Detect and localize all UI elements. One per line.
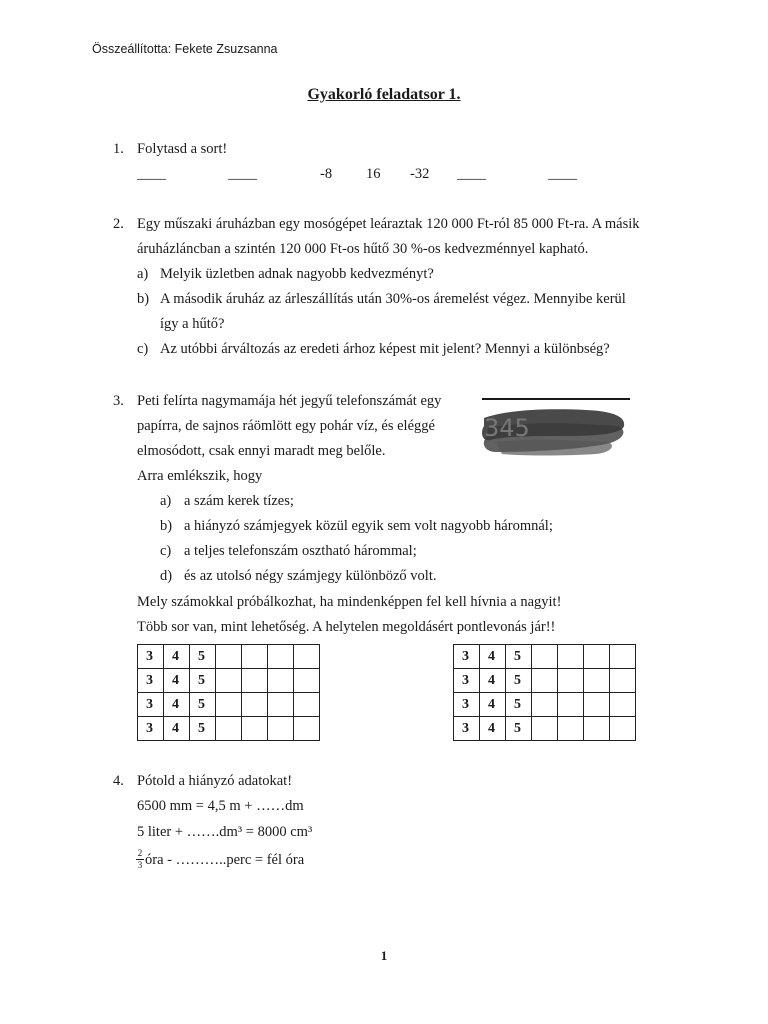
table-row xyxy=(454,717,636,741)
task-3-number: 3. xyxy=(113,393,124,409)
grid-digit: 3 xyxy=(454,669,480,693)
sequence-blank-4: ____ xyxy=(548,166,577,182)
task-4-text: Pótold a hiányzó adatokat! xyxy=(137,773,293,789)
grid-blank-cell[interactable] xyxy=(532,669,558,693)
task-3c-text: a teljes telefonszám osztható hárommal; xyxy=(184,543,417,559)
grid-blank-cell[interactable] xyxy=(216,669,242,693)
grid-blank-cell[interactable] xyxy=(558,645,584,669)
task-4-line-1: 6500 mm = 4,5 m + ……dm xyxy=(137,798,304,814)
task-2a-text: Melyik üzletben adnak nagyobb kedvezményt? xyxy=(160,266,434,282)
grid-blank-cell[interactable] xyxy=(558,717,584,741)
grid-digit: 4 xyxy=(164,669,190,693)
grid-digit: 3 xyxy=(454,645,480,669)
author-header: Összeállította: Fekete Zsuzsanna xyxy=(92,42,278,56)
task-2c-text: Az utóbbi árváltozás az eredeti árhoz képest mit jelent? Mennyi a különbség? xyxy=(160,341,610,357)
fraction-numerator: 2 xyxy=(137,848,143,858)
grid-blank-cell[interactable] xyxy=(268,669,294,693)
answer-grid-right xyxy=(453,644,636,741)
grid-blank-cell[interactable] xyxy=(242,645,268,669)
sequence-value-1: -8 xyxy=(320,166,333,182)
sequence-value-2: 16 xyxy=(366,166,381,182)
grid-digit: 4 xyxy=(164,693,190,717)
task-2-line-1: Egy műszaki áruházban egy mosógépet leáraztak 120 000 Ft-ról 85 000 Ft-ra. A másik xyxy=(137,216,640,232)
grid-blank-cell[interactable] xyxy=(268,645,294,669)
sequence-blank-3: ____ xyxy=(457,166,486,182)
table-row xyxy=(138,693,320,717)
grid-blank-cell[interactable] xyxy=(294,693,320,717)
grid-blank-cell[interactable] xyxy=(294,669,320,693)
sequence-value-3: -32 xyxy=(410,166,430,182)
grid-digit: 4 xyxy=(480,717,506,741)
grid-blank-cell[interactable] xyxy=(216,717,242,741)
table-row xyxy=(138,645,320,669)
task-2-number: 2. xyxy=(113,216,124,232)
table-row xyxy=(138,717,320,741)
table-row xyxy=(138,669,320,693)
task-3a-label: a) xyxy=(160,493,172,509)
grid-digit: 4 xyxy=(480,693,506,717)
grid-digit: 5 xyxy=(506,717,532,741)
task-3-line-4: Arra emlékszik, hogy xyxy=(137,468,263,484)
task-2b-text-1: A második áruház az árleszállítás után 30%-os áremelést végez. Mennyibe kerül xyxy=(160,291,626,307)
grid-blank-cell[interactable] xyxy=(216,693,242,717)
sequence-blank-2: ____ xyxy=(228,166,257,182)
task-3d-text: és az utolsó négy számjegy különböző volt. xyxy=(184,568,437,584)
task-3d-label: d) xyxy=(160,568,173,584)
grid-blank-cell[interactable] xyxy=(242,693,268,717)
page-title: Gyakorló feladatsor 1. xyxy=(307,86,461,103)
grid-blank-cell[interactable] xyxy=(532,693,558,717)
grid-digit: 3 xyxy=(454,693,480,717)
grid-digit: 3 xyxy=(138,693,164,717)
task-3b-text: a hiányzó számjegyek közül egyik sem volt nagyobb háromnál; xyxy=(184,518,553,534)
grid-digit: 5 xyxy=(190,645,216,669)
smudged-digits: 345 xyxy=(484,414,530,442)
task-4-line-3: óra - ………..perc = fél óra xyxy=(145,852,305,868)
grid-digit: 3 xyxy=(138,669,164,693)
grid-digit: 3 xyxy=(138,717,164,741)
grid-digit: 5 xyxy=(190,669,216,693)
smudged-phone-number-image xyxy=(476,396,636,460)
fraction-two-thirds xyxy=(136,849,144,870)
task-3a-text: a szám kerek tízes; xyxy=(184,493,294,509)
task-3c-label: c) xyxy=(160,543,172,559)
grid-digit: 5 xyxy=(506,645,532,669)
grid-digit: 5 xyxy=(190,717,216,741)
grid-blank-cell[interactable] xyxy=(610,717,636,741)
task-3-line-3: elmosódott, csak ennyi maradt meg belőle. xyxy=(137,443,386,459)
grid-digit: 4 xyxy=(164,717,190,741)
task-2b-text-2: így a hűtő? xyxy=(160,316,225,332)
grid-digit: 3 xyxy=(454,717,480,741)
answer-grid-left xyxy=(137,644,320,741)
grid-blank-cell[interactable] xyxy=(558,693,584,717)
grid-blank-cell[interactable] xyxy=(610,693,636,717)
grid-blank-cell[interactable] xyxy=(242,717,268,741)
page-number: 1 xyxy=(380,948,388,963)
task-3-line-2: papírra, de sajnos ráömlött egy pohár víz, és eléggé xyxy=(137,418,435,434)
grid-digit: 5 xyxy=(190,693,216,717)
grid-digit: 4 xyxy=(480,645,506,669)
grid-blank-cell[interactable] xyxy=(532,645,558,669)
grid-blank-cell[interactable] xyxy=(610,669,636,693)
grid-digit: 5 xyxy=(506,693,532,717)
fraction-denominator: 3 xyxy=(137,860,143,870)
grid-blank-cell[interactable] xyxy=(584,717,610,741)
task-4-line-2: 5 liter + …….dm³ = 8000 cm³ xyxy=(137,824,313,840)
grid-blank-cell[interactable] xyxy=(532,717,558,741)
grid-blank-cell[interactable] xyxy=(584,669,610,693)
task-2a-label: a) xyxy=(137,266,149,282)
task-3b-label: b) xyxy=(160,518,173,534)
grid-blank-cell[interactable] xyxy=(294,645,320,669)
grid-blank-cell[interactable] xyxy=(584,645,610,669)
grid-blank-cell[interactable] xyxy=(294,717,320,741)
grid-blank-cell[interactable] xyxy=(584,693,610,717)
task-3-line-1: Peti felírta nagymamája hét jegyű telefonszámát egy xyxy=(137,393,442,409)
table-row xyxy=(454,669,636,693)
grid-digit: 3 xyxy=(138,645,164,669)
sequence-blank-1: ____ xyxy=(137,166,166,182)
task-3-line-6: Több sor van, mint lehetőség. A helytelen megoldásért pontlevonás jár!! xyxy=(137,619,556,635)
task-1-number: 1. xyxy=(113,141,124,157)
task-2-line-2: áruházláncban a szintén 120 000 Ft-os hűtő 30 %-os kedvezménnyel kapható. xyxy=(137,241,589,257)
table-row xyxy=(454,645,636,669)
grid-blank-cell[interactable] xyxy=(268,693,294,717)
grid-blank-cell[interactable] xyxy=(268,717,294,741)
task-2c-label: c) xyxy=(137,341,149,357)
task-3-line-5: Mely számokkal próbálkozhat, ha mindenképpen fel kell hívnia a nagyit! xyxy=(137,594,562,610)
grid-digit: 4 xyxy=(164,645,190,669)
task-1-text: Folytasd a sort! xyxy=(137,141,228,157)
task-4-number: 4. xyxy=(113,773,124,789)
grid-digit: 5 xyxy=(506,669,532,693)
grid-blank-cell[interactable] xyxy=(610,645,636,669)
grid-blank-cell[interactable] xyxy=(216,645,242,669)
grid-blank-cell[interactable] xyxy=(558,669,584,693)
task-2b-label: b) xyxy=(137,291,150,307)
table-row xyxy=(454,693,636,717)
grid-digit: 4 xyxy=(480,669,506,693)
grid-blank-cell[interactable] xyxy=(242,669,268,693)
